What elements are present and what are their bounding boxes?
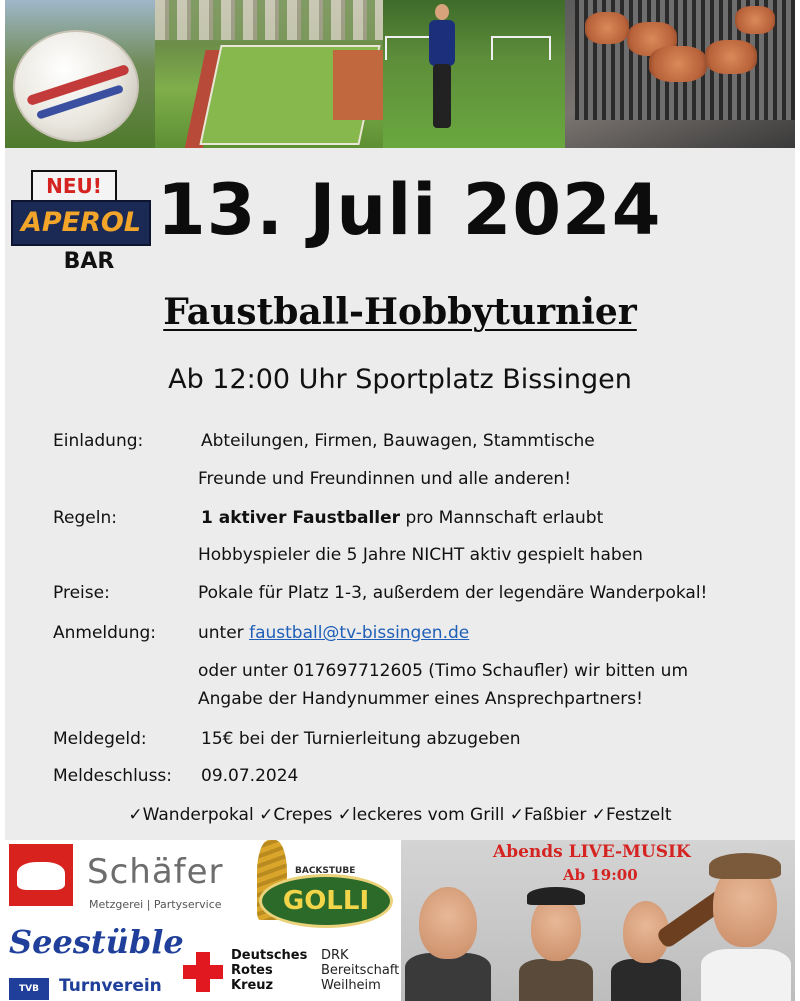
music-title: Abends LIVE-MUSIK [493, 842, 691, 862]
info-row-anmeldung-3 [53, 684, 793, 714]
sponsor-drk-name: Deutsches Rotes Kreuz [231, 948, 308, 993]
band-member [519, 883, 593, 1001]
info-row-regeln-2 [53, 540, 793, 570]
value-anmeldung-2: oder unter 017697712605 (Timo Schaufler) wir bitten um [198, 661, 689, 681]
label-regeln: Regeln: [53, 508, 117, 528]
music-time: Ab 19:00 [563, 866, 638, 884]
label-einladung: Einladung: [53, 431, 144, 451]
red-cross-icon [183, 952, 223, 992]
photo-grill [565, 0, 795, 148]
label-meldeschluss: Meldeschluss: [53, 766, 173, 786]
photo-strip [5, 0, 795, 148]
live-music-photo [401, 840, 795, 1001]
info-row-regeln [53, 503, 793, 533]
info-row-preise [53, 578, 793, 608]
info-row-meldeschluss [53, 761, 793, 791]
event-subtitle: Ab 12:00 Uhr Sportplatz Bissingen [168, 364, 632, 395]
sponsor-golli-logo [249, 840, 397, 932]
badge-new: NEU! [31, 170, 117, 202]
sponsor-turnverein: Turnverein [59, 976, 162, 996]
sponsor-tvb-box: TVB [9, 978, 49, 1000]
sponsor-golli-top: BACKSTUBE [295, 866, 356, 876]
flyer [5, 0, 795, 1001]
aperol-bar-badge [9, 170, 155, 280]
faustball-image [13, 30, 139, 142]
band-member [405, 875, 491, 1001]
value-regeln-1: 1 aktiver Faustballer pro Mannschaft erlaubt [201, 508, 604, 528]
badge-brand: APEROL [11, 200, 151, 246]
photo-player [383, 0, 565, 148]
value-anmeldung-3: Angabe der Handynummer eines Ansprechpartners! [198, 689, 643, 709]
photo-sportplatz [155, 0, 383, 148]
event-date: 13. Juli 2024 [157, 169, 662, 251]
info-row-anmeldung [53, 618, 793, 648]
value-einladung-1: Abteilungen, Firmen, Bauwagen, Stammtische [201, 431, 595, 451]
badge-bar: BAR [63, 249, 115, 274]
sponsor-seestueble: Seestüble [9, 923, 184, 961]
band-member [701, 849, 791, 1001]
value-meldeschluss: 09.07.2024 [201, 766, 299, 786]
sponsor-schaefer-sub: Metzgerei | Partyservice [89, 898, 222, 911]
label-preise: Preise: [53, 583, 110, 603]
value-regeln-2: Hobbyspieler die 5 Jahre NICHT aktiv gespielt haben [198, 545, 643, 565]
player-image [427, 0, 455, 136]
sponsor-schaefer-name: Schäfer [87, 852, 224, 892]
value-preise: Pokale für Platz 1-3, außerdem der legendäre Wanderpokal! [198, 583, 708, 603]
info-row-anmeldung-2 [53, 656, 793, 686]
event-title: Faustball-Hobbyturnier [163, 291, 637, 333]
sponsor-golli-name: GOLLI [282, 886, 370, 916]
email-link[interactable]: faustball@tv-bissingen.de [249, 623, 470, 643]
features-line: ✓Wanderpokal ✓Crepes ✓leckeres vom Grill ✓Faßbier ✓Festzelt [128, 805, 672, 825]
sponsor-drk-sub: DRK Bereitschaft Weilheim [321, 948, 400, 993]
photo-faustball [5, 0, 155, 148]
info-row-einladung-2 [53, 464, 793, 494]
value-meldegeld: 15€ bei der Turnierleitung abzugeben [201, 729, 521, 749]
bull-icon [9, 844, 73, 906]
label-anmeldung: Anmeldung: [53, 623, 157, 643]
value-anmeldung-1: unter faustball@tv-bissingen.de [198, 623, 470, 643]
info-row-einladung [53, 426, 793, 456]
sponsor-logos [5, 840, 401, 1001]
value-einladung-2: Freunde und Freundinnen und alle anderen! [198, 469, 572, 489]
info-row-meldegeld [53, 724, 793, 754]
label-meldegeld: Meldegeld: [53, 729, 147, 749]
